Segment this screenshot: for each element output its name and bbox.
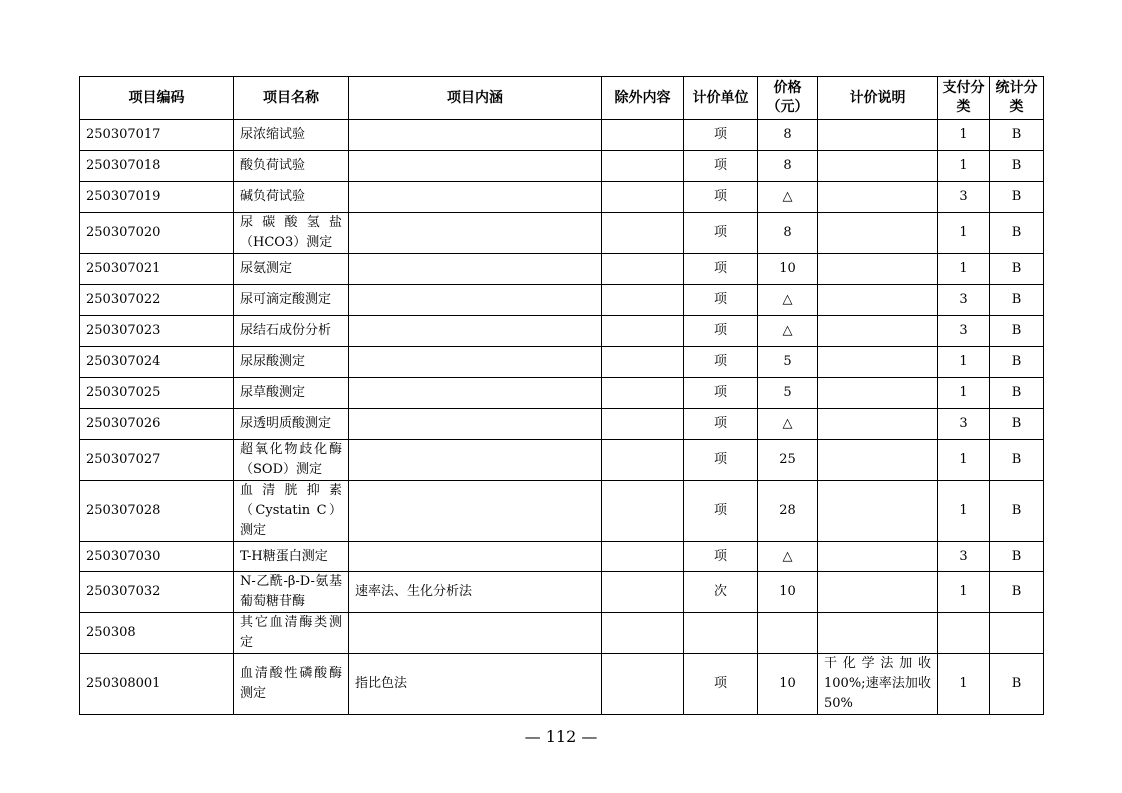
cell-code: 250307023	[80, 316, 234, 347]
cell-code: 250307017	[80, 120, 234, 151]
header-pay: 支付分类	[938, 77, 990, 120]
cell-name: 尿草酸测定	[234, 378, 349, 409]
cell-price: 8	[758, 120, 818, 151]
cell-code: 250307032	[80, 572, 234, 613]
cell-code: 250307019	[80, 182, 234, 213]
cell-note	[818, 378, 938, 409]
cell-price: 10	[758, 572, 818, 613]
cell-unit: 项	[684, 213, 758, 254]
cell-pay: 1	[938, 151, 990, 182]
cell-stat: B	[990, 120, 1044, 151]
cell-exclusion	[602, 378, 684, 409]
cell-exclusion	[602, 316, 684, 347]
cell-note	[818, 613, 938, 654]
cell-name: 尿氨测定	[234, 254, 349, 285]
fee-table	[79, 76, 1044, 715]
cell-exclusion	[602, 213, 684, 254]
cell-code: 250307018	[80, 151, 234, 182]
cell-price: △	[758, 542, 818, 572]
table-row	[80, 378, 1044, 409]
cell-code: 250307030	[80, 542, 234, 572]
cell-pay: 3	[938, 182, 990, 213]
cell-name: T-H糖蛋白测定	[234, 542, 349, 572]
table-row	[80, 440, 1044, 481]
cell-exclusion	[602, 542, 684, 572]
header-code: 项目编码	[80, 77, 234, 120]
cell-stat: B	[990, 654, 1044, 715]
cell-unit: 项	[684, 316, 758, 347]
cell-exclusion	[602, 347, 684, 378]
cell-unit: 项	[684, 254, 758, 285]
cell-content	[349, 151, 602, 182]
cell-unit: 项	[684, 440, 758, 481]
cell-price: 5	[758, 347, 818, 378]
cell-name: 超氧化物歧化酶（SOD）测定	[234, 440, 349, 481]
header-stat: 统计分类	[990, 77, 1044, 120]
table-row	[80, 316, 1044, 347]
table-row	[80, 409, 1044, 440]
cell-name: 尿碳酸氢盐（HCO3）测定	[234, 213, 349, 254]
cell-exclusion	[602, 285, 684, 316]
cell-content	[349, 613, 602, 654]
cell-stat	[990, 613, 1044, 654]
header-content: 项目内涵	[349, 77, 602, 120]
cell-price: 28	[758, 481, 818, 542]
table-row	[80, 347, 1044, 378]
cell-price: 8	[758, 151, 818, 182]
cell-pay: 1	[938, 440, 990, 481]
cell-pay: 1	[938, 120, 990, 151]
table-row	[80, 613, 1044, 654]
cell-code: 250308001	[80, 654, 234, 715]
cell-price: △	[758, 182, 818, 213]
cell-unit: 项	[684, 285, 758, 316]
table-row	[80, 213, 1044, 254]
cell-code: 250307022	[80, 285, 234, 316]
cell-content	[349, 481, 602, 542]
cell-name: 碱负荷试验	[234, 182, 349, 213]
cell-note	[818, 213, 938, 254]
table-row	[80, 182, 1044, 213]
cell-name: 尿透明质酸测定	[234, 409, 349, 440]
cell-pay: 1	[938, 572, 990, 613]
cell-name: 血清胱抑素（Cystatin C）测定	[234, 481, 349, 542]
cell-pay: 1	[938, 654, 990, 715]
cell-price	[758, 613, 818, 654]
cell-unit: 项	[684, 347, 758, 378]
cell-pay: 1	[938, 347, 990, 378]
cell-content	[349, 316, 602, 347]
cell-stat: B	[990, 572, 1044, 613]
cell-pay: 3	[938, 285, 990, 316]
cell-unit: 项	[684, 542, 758, 572]
cell-name: 血清酸性磷酸酶测定	[234, 654, 349, 715]
cell-stat: B	[990, 254, 1044, 285]
header-name: 项目名称	[234, 77, 349, 120]
cell-stat: B	[990, 316, 1044, 347]
cell-code: 250308	[80, 613, 234, 654]
cell-note	[818, 347, 938, 378]
cell-note	[818, 440, 938, 481]
cell-exclusion	[602, 151, 684, 182]
cell-stat: B	[990, 151, 1044, 182]
cell-content	[349, 347, 602, 378]
cell-exclusion	[602, 654, 684, 715]
cell-note	[818, 120, 938, 151]
cell-note	[818, 572, 938, 613]
cell-code: 250307026	[80, 409, 234, 440]
cell-price: 10	[758, 654, 818, 715]
cell-stat: B	[990, 378, 1044, 409]
cell-unit: 项	[684, 654, 758, 715]
cell-note	[818, 254, 938, 285]
cell-exclusion	[602, 481, 684, 542]
cell-unit: 项	[684, 409, 758, 440]
cell-code: 250307027	[80, 440, 234, 481]
cell-pay: 1	[938, 481, 990, 542]
cell-stat: B	[990, 409, 1044, 440]
cell-name: 酸负荷试验	[234, 151, 349, 182]
cell-stat: B	[990, 285, 1044, 316]
table-row	[80, 151, 1044, 182]
cell-stat: B	[990, 440, 1044, 481]
cell-pay: 1	[938, 213, 990, 254]
table-row	[80, 542, 1044, 572]
cell-stat: B	[990, 182, 1044, 213]
cell-note	[818, 542, 938, 572]
cell-content	[349, 285, 602, 316]
cell-code: 250307021	[80, 254, 234, 285]
header-row	[80, 77, 1044, 120]
cell-exclusion	[602, 440, 684, 481]
cell-unit: 项	[684, 481, 758, 542]
cell-exclusion	[602, 182, 684, 213]
cell-price: 5	[758, 378, 818, 409]
cell-name: 其它血清酶类测定	[234, 613, 349, 654]
cell-exclusion	[602, 572, 684, 613]
cell-content	[349, 182, 602, 213]
cell-exclusion	[602, 120, 684, 151]
cell-price: △	[758, 316, 818, 347]
cell-content: 指比色法	[349, 654, 602, 715]
table-row	[80, 120, 1044, 151]
cell-content	[349, 120, 602, 151]
cell-pay: 1	[938, 254, 990, 285]
cell-code: 250307028	[80, 481, 234, 542]
cell-unit: 次	[684, 572, 758, 613]
cell-price: △	[758, 285, 818, 316]
cell-price: 25	[758, 440, 818, 481]
cell-content	[349, 440, 602, 481]
cell-note	[818, 182, 938, 213]
header-price: 价格（元）	[758, 77, 818, 120]
cell-content	[349, 542, 602, 572]
page-number: — 112 —	[524, 727, 598, 746]
cell-name: N-乙酰-β-D-氨基葡萄糖苷酶	[234, 572, 349, 613]
cell-exclusion	[602, 613, 684, 654]
cell-code: 250307025	[80, 378, 234, 409]
cell-content	[349, 378, 602, 409]
cell-content	[349, 213, 602, 254]
cell-unit	[684, 613, 758, 654]
table-row	[80, 654, 1044, 715]
cell-unit: 项	[684, 182, 758, 213]
header-unit: 计价单位	[684, 77, 758, 120]
cell-unit: 项	[684, 120, 758, 151]
cell-unit: 项	[684, 151, 758, 182]
table-row	[80, 572, 1044, 613]
cell-content	[349, 409, 602, 440]
cell-note	[818, 151, 938, 182]
cell-price: 8	[758, 213, 818, 254]
cell-content	[349, 254, 602, 285]
cell-pay: 3	[938, 316, 990, 347]
cell-name: 尿浓缩试验	[234, 120, 349, 151]
cell-pay: 1	[938, 378, 990, 409]
cell-stat: B	[990, 213, 1044, 254]
cell-exclusion	[602, 409, 684, 440]
cell-note: 干化学法加收100%;速率法加收50%	[818, 654, 938, 715]
cell-content: 速率法、生化分析法	[349, 572, 602, 613]
cell-name: 尿尿酸测定	[234, 347, 349, 378]
cell-stat: B	[990, 481, 1044, 542]
cell-code: 250307020	[80, 213, 234, 254]
cell-name: 尿可滴定酸测定	[234, 285, 349, 316]
cell-unit: 项	[684, 378, 758, 409]
cell-pay	[938, 613, 990, 654]
cell-pay: 3	[938, 409, 990, 440]
cell-note	[818, 481, 938, 542]
cell-note	[818, 285, 938, 316]
cell-name: 尿结石成份分析	[234, 316, 349, 347]
cell-price: 10	[758, 254, 818, 285]
header-note: 计价说明	[818, 77, 938, 120]
header-exclusion: 除外内容	[602, 77, 684, 120]
cell-code: 250307024	[80, 347, 234, 378]
cell-pay: 3	[938, 542, 990, 572]
table-row	[80, 481, 1044, 542]
table-row	[80, 254, 1044, 285]
cell-exclusion	[602, 254, 684, 285]
cell-stat: B	[990, 347, 1044, 378]
cell-stat: B	[990, 542, 1044, 572]
cell-price: △	[758, 409, 818, 440]
cell-note	[818, 409, 938, 440]
table-row	[80, 285, 1044, 316]
cell-note	[818, 316, 938, 347]
